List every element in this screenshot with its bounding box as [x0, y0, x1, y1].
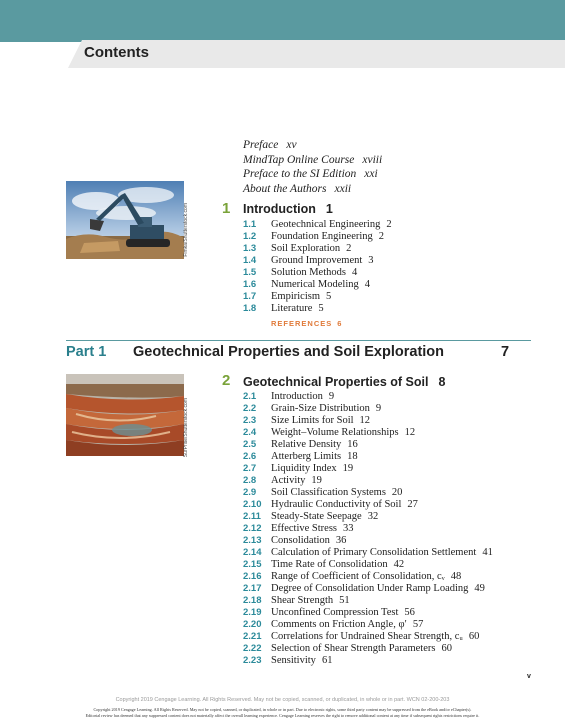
front-matter-item[interactable]: Preface to the SI Edition xxi — [243, 168, 378, 180]
toc-entry[interactable]: 2.11 Steady-State Seepage 32 — [243, 511, 379, 522]
toc-entry[interactable]: 2.8 Activity 19 — [243, 475, 322, 486]
toc-entry[interactable]: 2.6 Atterberg Limits 18 — [243, 451, 358, 462]
toc-entry[interactable]: 2.15 Time Rate of Consolidation 42 — [243, 559, 405, 570]
toc-entry[interactable]: 2.20 Comments on Friction Angle, φ′ 57 — [243, 619, 424, 630]
toc-entry[interactable]: 1.4 Ground Improvement 3 — [243, 255, 374, 266]
front-matter-item[interactable]: About the Authors xxii — [243, 182, 352, 195]
toc-entry[interactable]: 2.22 Selection of Shear Strength Parameters 60 — [243, 643, 452, 654]
chapter-title[interactable]: Introduction 1 — [243, 202, 333, 216]
toc-entry[interactable]: 1.1 Geotechnical Engineering 2 — [243, 219, 392, 230]
toc-entry[interactable]: 1.3 Soil Exploration 2 — [243, 243, 352, 254]
front-matter-item[interactable]: MindTap Online Course xviii — [243, 153, 383, 166]
toc-entry[interactable]: 1.6 Numerical Modeling 4 — [243, 279, 371, 290]
chapter-number: 1 — [222, 200, 231, 217]
toc-entry[interactable]: 1.2 Foundation Engineering 2 — [243, 231, 385, 242]
toc-entry[interactable]: 2.14 Calculation of Primary Consolidation Settlement 41 — [243, 547, 493, 558]
part-page: 7 — [501, 344, 510, 360]
toc-entry[interactable]: 1.7 Empiricism 5 — [243, 291, 332, 302]
toc-entry[interactable]: 2.4 Weight–Volume Relationships 12 — [243, 427, 416, 438]
toc-entry[interactable]: 2.23 Sensitivity 61 — [243, 655, 333, 666]
part-divider — [66, 340, 531, 341]
toc-entry[interactable]: 2.18 Shear Strength 51 — [243, 595, 350, 606]
header-band — [0, 0, 565, 42]
part-label: Part 1 — [66, 344, 107, 360]
toc-entry[interactable]: 2.2 Grain-Size Distribution 9 — [243, 403, 382, 414]
photo-credit: SurPrise/Shutterstock.com — [183, 398, 189, 458]
toc-entry[interactable]: 2.3 Size Limits for Soil 12 — [243, 415, 371, 426]
toc-entry[interactable]: 2.10 Hydraulic Conductivity of Soil 27 — [243, 499, 418, 510]
copyright-fine-print: Copyright 2019 Cengage Learning. All Rights Reserved. May not be copied, scanned, or duplicated, in whole or in part. Due to electronic rights, some third party content may be suppressed from the eBook and/or eChapter(s). — [93, 707, 472, 712]
toc-entry[interactable]: 1.5 Solution Methods 4 — [243, 267, 358, 278]
toc-entry[interactable]: 1.8 Literature 5 — [243, 303, 324, 314]
toc-entry[interactable]: 2.16 Range of Coefficient of Consolidation, cᵥ 48 — [243, 571, 462, 582]
copyright-fine-print: Editorial review has deemed that any suppressed content does not materially affect the overall learning experience. Cengage Learning reserves the right to remove additional content at any time if subsequent rights restrictions require it. — [85, 713, 480, 718]
toc-entry[interactable]: 2.5 Relative Density 16 — [243, 439, 358, 450]
toc-entry[interactable]: 2.17 Degree of Consolidation Under Ramp Loading 49 — [243, 583, 485, 594]
quarry-photo — [66, 374, 184, 456]
toc-entry[interactable]: 2.19 Unconfined Compression Test 56 — [243, 607, 415, 618]
excavator-photo — [66, 181, 184, 259]
toc-entry[interactable]: 2.1 Introduction 9 — [243, 391, 335, 402]
toc-entry[interactable]: 2.9 Soil Classification Systems 20 — [243, 487, 403, 498]
toc-entry[interactable]: 2.13 Consolidation 36 — [243, 535, 347, 546]
toc-entry[interactable]: 2.7 Liquidity Index 19 — [243, 463, 354, 474]
part-title[interactable]: Geotechnical Properties and Soil Exploration — [133, 344, 445, 360]
toc-entry[interactable]: 2.12 Effective Stress 33 — [243, 523, 354, 534]
references-entry[interactable]: REFERENCES 6 — [271, 319, 343, 328]
page-number: v — [527, 673, 531, 680]
chapter-number: 2 — [222, 372, 231, 389]
page-title: Contents — [84, 44, 149, 61]
front-matter-item[interactable]: Preface xv — [243, 139, 297, 151]
photo-credit: Fimka/Shutterstock.com — [183, 203, 189, 257]
toc-entry[interactable]: 2.21 Correlations for Undrained Shear Strength, cᵤ 60 — [243, 631, 480, 642]
front-matter-list — [243, 138, 382, 196]
chapter-title[interactable]: Geotechnical Properties of Soil 8 — [243, 375, 446, 389]
copyright-notice: Copyright 2019 Cengage Learning. All Rights Reserved. May not be copied, scanned, or duplicated, in whole or in part. WCN 02-200-203 — [115, 697, 450, 703]
